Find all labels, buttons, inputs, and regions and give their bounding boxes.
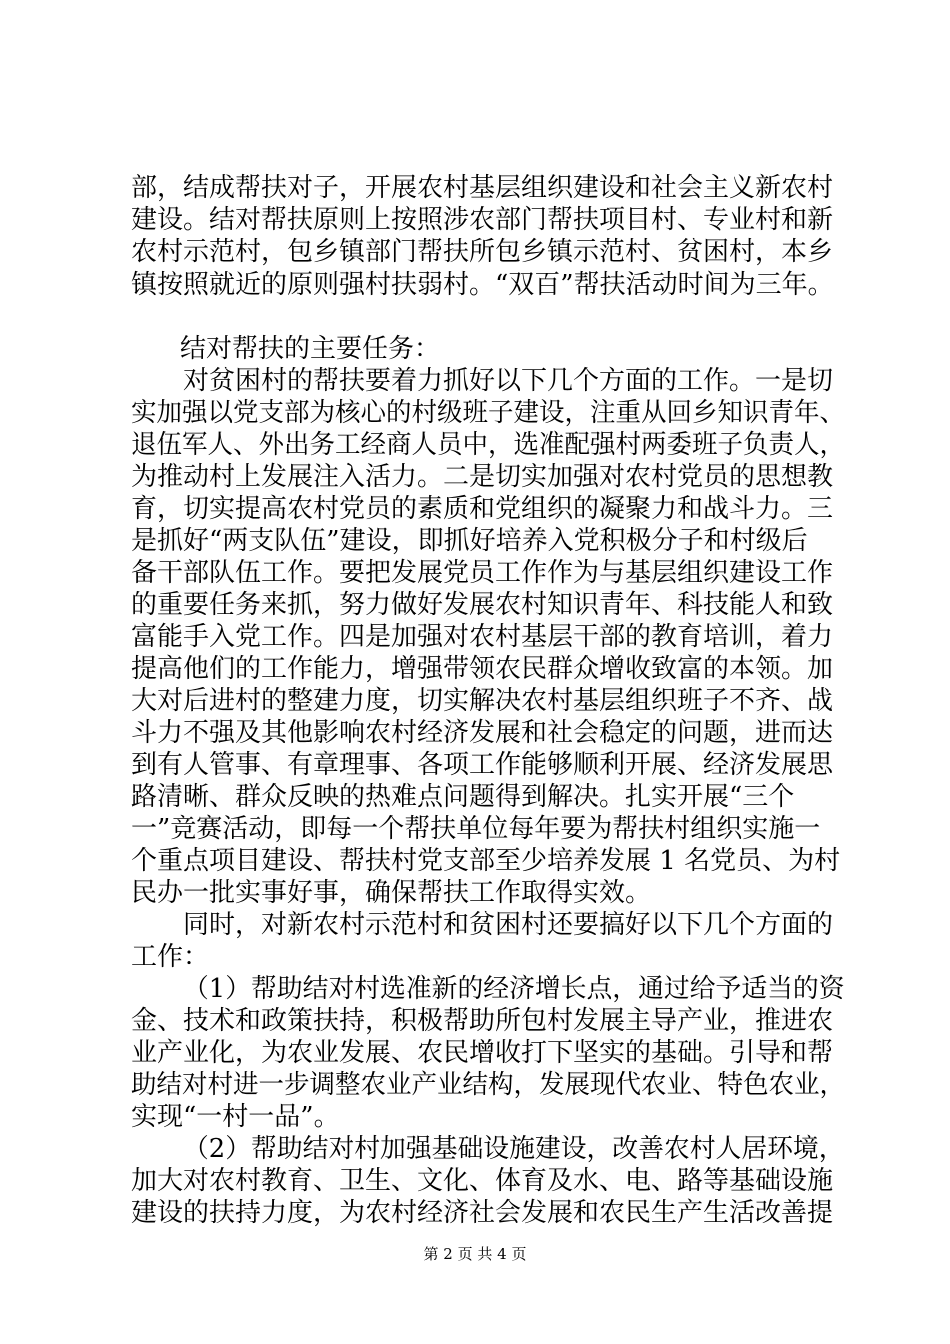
text-line: 建设。结对帮扶原则上按照涉农部门帮扶项目村、专业村和新: [131, 205, 834, 235]
text-line: 部，结成帮扶对子，开展农村基层组织建设和社会主义新农村: [131, 173, 834, 203]
text-line: 工作：: [131, 942, 210, 972]
text-line: 加大对农村教育、卫生、文化、体育及水、电、路等基础设施: [131, 1166, 834, 1196]
text-line: 助结对村进一步调整农业产业结构，发展现代农业、特色农业，: [131, 1070, 846, 1100]
section-heading: 结对帮扶的主要任务：: [180, 334, 441, 364]
text-line: 大对后进村的整建力度，切实解决农村基层组织班子不齐、战: [131, 686, 834, 716]
text-line: 个重点项目建设、帮扶村党支部至少培养发展 1 名党员、为村: [131, 846, 841, 876]
text-line: 对贫困村的帮扶要着力抓好以下几个方面的工作。一是切: [183, 366, 834, 396]
text-line: 一”竞赛活动，即每一个帮扶单位每年要为帮扶村组织实施一: [131, 814, 821, 844]
text-line: （1）帮助结对村选准新的经济增长点，通过给予适当的资: [183, 974, 845, 1004]
text-line: 路清晰、群众反映的热难点问题得到解决。扎实开展“三个: [131, 782, 795, 812]
text-line: 育，切实提高农村党员的素质和党组织的凝聚力和战斗力。三: [131, 494, 834, 524]
text-line: 退伍军人、外出务工经商人员中，选准配强村两委班子负责人，: [131, 430, 846, 460]
text-line: 到有人管事、有章理事、各项工作能够顺利开展、经济发展思: [131, 750, 834, 780]
text-line: 实现“一村一品”。: [131, 1102, 340, 1132]
text-line: 备干部队伍工作。要把发展党员工作作为与基层组织建设工作: [131, 558, 834, 588]
text-line: 富能手入党工作。四是加强对农村基层干部的教育培训，着力: [131, 622, 834, 652]
text-line: 实加强以党支部为核心的村级班子建设，注重从回乡知识青年、: [131, 398, 846, 428]
text-line: 金、技术和政策扶持，积极帮助所包村发展主导产业，推进农: [131, 1006, 834, 1036]
text-line: 的重要任务来抓，努力做好发展农村知识青年、科技能人和致: [131, 590, 834, 620]
text-line: 斗力不强及其他影响农村经济发展和社会稳定的问题，进而达: [131, 718, 834, 748]
text-line: 镇按照就近的原则强村扶弱村。“双百”帮扶活动时间为三年。: [131, 270, 834, 300]
text-line: 同时，对新农村示范村和贫困村还要搞好以下几个方面的: [183, 910, 834, 940]
text-line: 业产业化，为农业发展、农民增收打下坚实的基础。引导和帮: [131, 1038, 834, 1068]
text-line: 是抓好“两支队伍”建设，即抓好培养入党积极分子和村级后: [131, 526, 808, 556]
text-line: 建设的扶持力度，为农村经济社会发展和农民生产生活改善提: [131, 1198, 834, 1228]
text-line: 为推动村上发展注入活力。二是切实加强对农村党员的思想教: [131, 462, 834, 492]
text-line: 民办一批实事好事，确保帮扶工作取得实效。: [131, 878, 652, 908]
text-line: 农村示范村，包乡镇部门帮扶所包乡镇示范村、贫困村，本乡: [131, 237, 834, 267]
text-line: 提高他们的工作能力，增强带领农民群众增收致富的本领。加: [131, 654, 834, 684]
text-line: （2）帮助结对村加强基础设施建设，改善农村人居环境，: [183, 1134, 845, 1164]
page-number-footer: 第 2 页 共 4 页: [423, 1245, 527, 1263]
